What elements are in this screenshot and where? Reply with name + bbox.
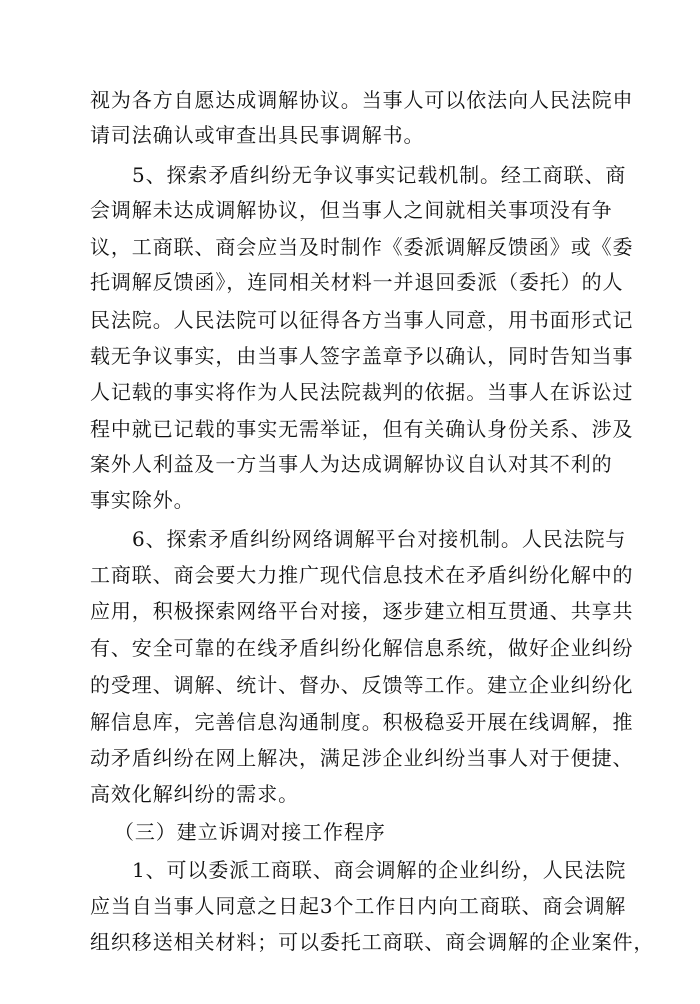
text-line: 应用，积极探索网络平台对接，逐步建立相互贯通、共享共 (90, 599, 634, 623)
text-line: 载无争议事实，由当事人签字盖章予以确认，同时告知当事 (90, 344, 634, 368)
text-line: 请司法确认或审查出具民事调解书。 (90, 123, 425, 147)
text-line: 会调解未达成调解协议，但当事人之间就相关事项没有争 (90, 198, 613, 222)
text-line: 事实除外。 (90, 488, 195, 512)
text-line: 5、探索矛盾纠纷无争议事实记载机制。经工商联、商 (132, 163, 627, 187)
text-line: 工商联、商会要大力推广现代信息技术在矛盾纠纷化解中的 (90, 563, 634, 587)
text-line: 有、安全可靠的在线矛盾纠纷化解信息系统，做好企业纠纷 (90, 636, 634, 660)
text-line: 托调解反馈函》，连同相关材料一并退回委派（委托）的人 (90, 270, 624, 294)
text-line: 民法院。人民法院可以征得各方当事人同意，用书面形式记 (90, 308, 634, 332)
text-line: 组织移送相关材料；可以委托工商联、商会调解的企业案件， (90, 930, 655, 954)
text-line: 动矛盾纠纷在网上解决，满足涉企业纠纷当事人对于便捷、 (90, 746, 634, 770)
text-line: 人记载的事实将作为人民法院裁判的依据。当事人在诉讼过 (90, 380, 634, 404)
text-line: 视为各方自愿达成调解协议。当事人可以依法向人民法院申 (90, 88, 634, 112)
text-line: 应当自当事人同意之日起3个工作日内向工商联、商会调解 (90, 894, 627, 918)
text-line: 程中就已记载的事实无需举证，但有关确认身份关系、涉及 (90, 417, 634, 441)
section-heading: （三）建立诉调对接工作程序 (114, 820, 386, 844)
text-line: 6、探索矛盾纠纷网络调解平台对接机制。人民法院与 (132, 527, 627, 551)
text-line: 的受理、调解、统计、督办、反馈等工作。建立企业纠纷化 (90, 673, 634, 697)
text-line: 案外人利益及一方当事人为达成调解协议自认对其不利的 (90, 452, 613, 476)
text-line: 高效化解纠纷的需求。 (90, 782, 299, 806)
text-line: 1、可以委派工商联、商会调解的企业纠纷，人民法院 (132, 858, 627, 882)
text-line: 议，工商联、商会应当及时制作《委派调解反馈函》或《委 (90, 235, 634, 259)
text-line: 解信息库，完善信息沟通制度。积极稳妥开展在线调解，推 (90, 710, 634, 734)
